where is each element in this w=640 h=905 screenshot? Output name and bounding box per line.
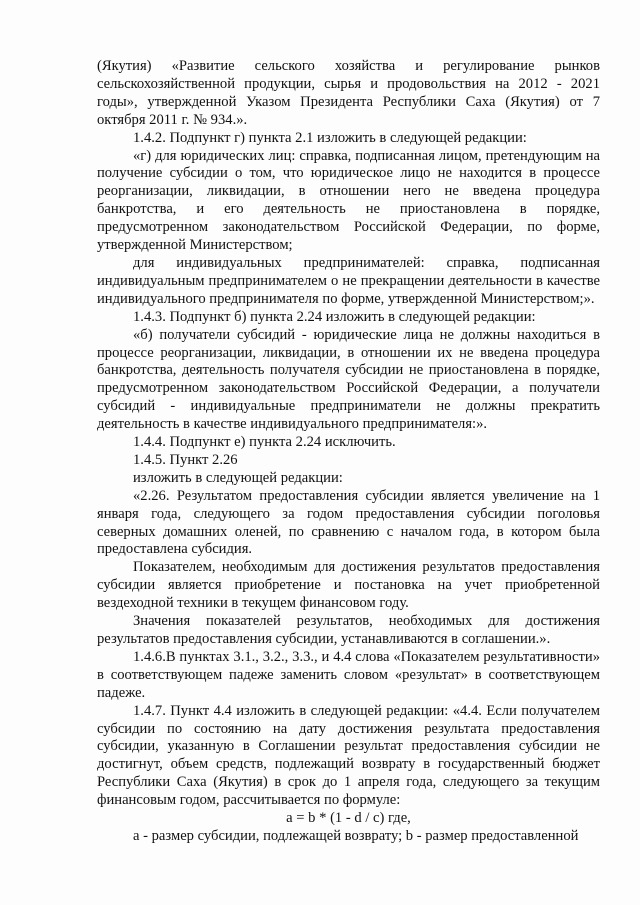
paragraph-subclause-b: «б) получатели субсидий - юридические лица не должны находиться в процессе реорганизации, ликвидации, в отношении их не введена процедура банкротства, деятельность получателя субсидии не приостановлена в порядке, предусмотренном законодательством Российской Федерации, а получатели субсидий - индивидуальные предприниматели не должны прекратить деятельность в качестве индивидуального предпринимателя:». [97, 326, 600, 433]
paragraph-subclause-g-entrepreneurs: для индивидуальных предпринимателей: справка, подписанная индивидуальным предпринимателем о не прекращении деятельности в качестве индивидуального предпринимателя по форме, утвержденной Министерством;». [97, 254, 600, 307]
paragraph-1-4-2-heading: 1.4.2. Подпункт г) пункта 2.1 изложить в следующей редакции: [133, 129, 527, 146]
paragraph-1-4-7: 1.4.7. Пункт 4.4 изложить в следующей редакции: «4.4. Если получателем субсидии по состоянию на дату достижения результата предоставления субсидии, указанную в Соглашении результат предоставления субсидии не достигнут, объем средств, подлежащий возврату в государственный бюджет Республики Саха (Якутия) в срок до 1 апреля года, следующего за текущим финансовым годом, рассчитывается по формуле: [97, 702, 600, 809]
paragraph-formula-legend: а - размер субсидии, подлежащей возврату; b - размер предоставленной [133, 827, 579, 844]
paragraph-1-4-3-heading: 1.4.3. Подпункт б) пункта 2.24 изложить в следующей редакции: [133, 308, 536, 325]
document-body [97, 58, 600, 846]
paragraph-2-26-indicator: Показателем, необходимым для достижения результатов предоставления субсидии является приобретение и постановка на учет приобретенной вездеходной техники в текущем финансовом году. [97, 559, 600, 612]
paragraph-2-26-result: «2.26. Результатом предоставления субсидии является увеличение на 1 января года, следующего за годом предоставления субсидии поголовья северных домашних оленей, по сравнению с началом года, в котором была предоставлена субсидия. [97, 487, 600, 558]
paragraph-1-4-4: 1.4.4. Подпункт е) пункта 2.24 исключить. [133, 434, 396, 451]
paragraph-1-4-5-continued: изложить в следующей редакции: [133, 469, 343, 486]
paragraph-subclause-g-legal-entities: «г) для юридических лиц: справка, подписанная лицом, претендующим на получение субсидии о том, что юридическое лицо не находится в процессе реорганизации, ликвидации, в отношении него не введена процедура банкротства, и его деятельность не приостановлена в порядке, предусмотренном законодательством Российской Федерации, по форме, утвержденной Министерством; [97, 147, 600, 254]
paragraph-1-4-6: 1.4.6.В пунктах 3.1., 3.2., 3.3., и 4.4 слова «Показателем результативности» в соответствующем падеже заменить словом «результат» в соответствующем падеже. [97, 648, 600, 701]
paragraph-1-4-5: 1.4.5. Пункт 2.26 [133, 451, 238, 468]
formula: a = b * (1 - d / c) где, [286, 810, 411, 827]
paragraph-program-reference: (Якутия) «Развитие сельского хозяйства и регулирование рынков сельскохозяйственной продукции, сырья и продовольствия на 2012 - 2021 годы», утвержденной Указом Президента Республики Саха (Якутия) от 7 октября 2011 г. № 934.». [97, 58, 600, 128]
paragraph-2-26-values: Значения показателей результатов, необходимых для достижения результатов предоставления субсидии, устанавливаются в соглашении.». [97, 613, 600, 647]
